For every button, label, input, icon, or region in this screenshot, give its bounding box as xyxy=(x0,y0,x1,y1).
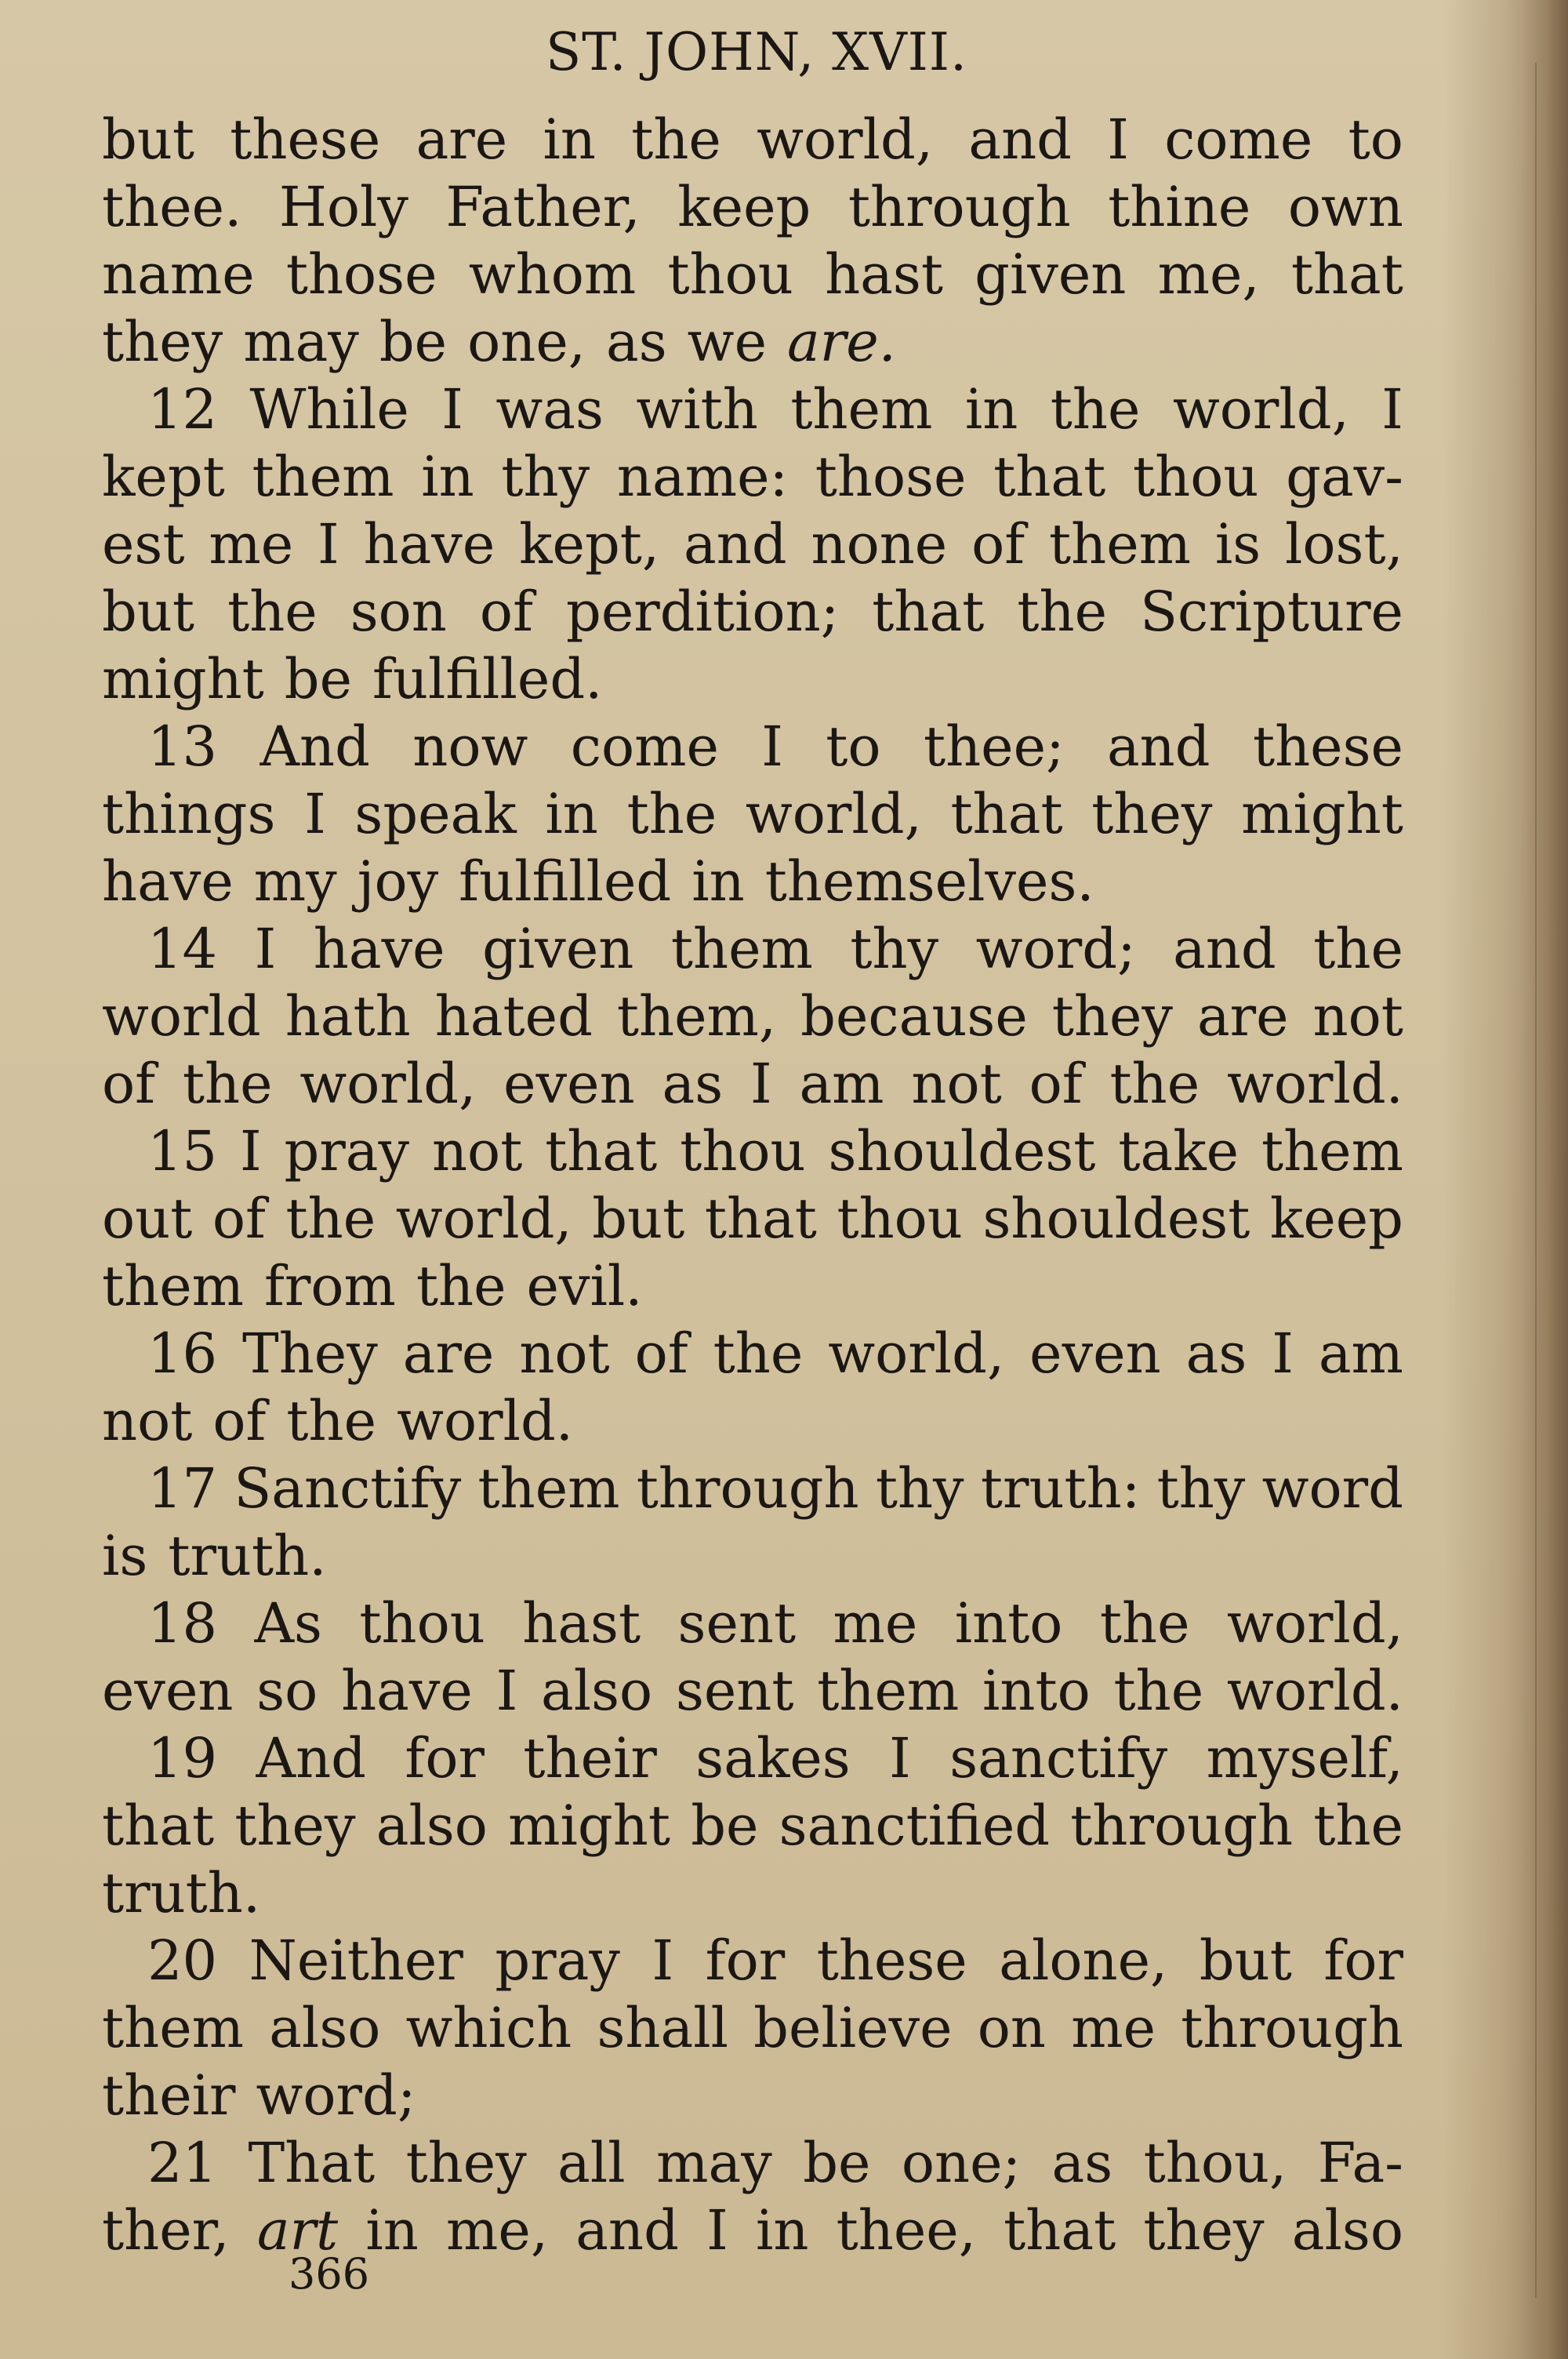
text-line xyxy=(102,1252,1403,1320)
word: them xyxy=(1049,512,1192,576)
word: themselves. xyxy=(764,849,1094,914)
word: own xyxy=(1287,175,1403,239)
word: thee. xyxy=(102,175,242,239)
text-line xyxy=(102,308,1403,376)
word: they xyxy=(234,1794,356,1858)
word: of xyxy=(971,512,1025,576)
word: them xyxy=(477,1456,620,1521)
word: thee; xyxy=(923,714,1065,779)
text-line xyxy=(102,578,1403,645)
word: through xyxy=(848,175,1071,239)
word: even xyxy=(102,1659,234,1723)
word: keep xyxy=(1269,1187,1403,1251)
word: not xyxy=(1312,984,1403,1049)
word: none xyxy=(811,512,948,576)
word: that xyxy=(1004,2198,1116,2263)
word: take xyxy=(1118,1119,1240,1183)
word: of xyxy=(479,580,533,644)
word: as xyxy=(1051,2131,1113,2195)
word: the xyxy=(1313,917,1403,981)
text-line xyxy=(102,848,1403,915)
word: the xyxy=(631,107,721,172)
word: out xyxy=(102,1187,193,1251)
word: these xyxy=(1252,714,1403,779)
word: kept, xyxy=(519,512,660,576)
word: that xyxy=(872,580,985,644)
word: I xyxy=(1381,377,1403,442)
word: them xyxy=(817,1659,960,1723)
word: they xyxy=(102,310,223,374)
word: myself, xyxy=(1206,1726,1403,1790)
word: thou, xyxy=(1143,2131,1287,2195)
word: for xyxy=(705,1928,786,1993)
text-line xyxy=(102,1859,1403,1927)
word: also xyxy=(541,1659,653,1723)
word: I xyxy=(1107,107,1129,172)
word: for xyxy=(405,1726,485,1790)
word: world. xyxy=(1226,1052,1403,1116)
word: that xyxy=(704,1187,817,1251)
word: I xyxy=(254,917,277,981)
word: in xyxy=(964,377,1018,442)
word: thy xyxy=(850,917,939,981)
word: as xyxy=(1185,1321,1247,1386)
word: And xyxy=(260,714,370,779)
word: their xyxy=(102,2063,236,2128)
word: believe xyxy=(753,1996,953,2060)
word: keep xyxy=(677,175,811,239)
word: hast xyxy=(825,242,943,307)
word: be xyxy=(803,2131,871,2195)
text-line xyxy=(102,241,1403,308)
text-line xyxy=(102,983,1403,1050)
word: might xyxy=(508,1794,670,1858)
word: those xyxy=(815,445,967,509)
word: thy xyxy=(501,445,590,509)
word: thy xyxy=(875,1456,964,1521)
word: them xyxy=(102,1254,245,1318)
word: word; xyxy=(975,917,1136,981)
word: am xyxy=(1318,1321,1403,1386)
word: so xyxy=(256,1659,318,1723)
word: be xyxy=(691,1794,759,1858)
word: I xyxy=(761,714,783,779)
word: have xyxy=(341,1659,473,1723)
word: thee, xyxy=(836,2198,976,2263)
text-line xyxy=(102,511,1403,578)
word: with xyxy=(636,377,758,442)
word: whom xyxy=(468,242,637,307)
word: I xyxy=(652,1928,674,1993)
text-line xyxy=(102,1320,1403,1387)
word: they xyxy=(1091,782,1213,846)
text-line xyxy=(102,1118,1403,1185)
word: Father, xyxy=(445,175,641,239)
word: word xyxy=(1261,1456,1403,1521)
text-line xyxy=(102,2062,1403,2129)
word: fulfilled. xyxy=(372,647,603,711)
word: While xyxy=(249,377,409,442)
text-line xyxy=(102,1927,1403,1994)
word: me, xyxy=(1157,242,1260,307)
word: have xyxy=(363,512,495,576)
word: they xyxy=(1143,2198,1265,2263)
word: even xyxy=(503,1052,635,1116)
word: the xyxy=(1113,1659,1204,1723)
word: sanctified xyxy=(779,1794,1051,1858)
word: are xyxy=(402,1321,495,1386)
text-line xyxy=(102,645,1403,713)
text-line xyxy=(102,173,1403,241)
word: we xyxy=(687,310,767,374)
word: 21 xyxy=(147,2131,218,2195)
word: which xyxy=(405,1996,572,2060)
word: as xyxy=(606,310,667,374)
word: 16 xyxy=(147,1321,218,1386)
word: have xyxy=(313,917,445,981)
word: alone, xyxy=(999,1928,1168,1993)
word: that xyxy=(993,445,1106,509)
word: of xyxy=(212,1389,267,1453)
text-line xyxy=(102,1050,1403,1118)
word: lost, xyxy=(1285,512,1403,576)
word: the xyxy=(1313,1794,1403,1858)
word: truth. xyxy=(168,1524,327,1588)
word: even xyxy=(1029,1321,1161,1386)
word: world. xyxy=(397,1389,574,1453)
word: thou xyxy=(1132,445,1259,509)
word: As xyxy=(254,1591,322,1656)
word: truth. xyxy=(102,1861,261,1925)
word: my xyxy=(253,849,337,914)
word: pray xyxy=(284,1119,410,1183)
word: was xyxy=(495,377,604,442)
word: not xyxy=(431,1119,523,1183)
word: they xyxy=(1051,984,1173,1049)
word: and xyxy=(575,2198,679,2263)
word: me xyxy=(833,1591,918,1656)
word: Neither xyxy=(249,1928,463,1993)
word: of xyxy=(634,1321,688,1386)
word: the xyxy=(1099,1591,1190,1656)
word: hath xyxy=(285,984,411,1049)
word: on xyxy=(977,1996,1046,2060)
word: into xyxy=(982,1659,1091,1723)
word: also xyxy=(376,1794,488,1858)
word: may xyxy=(243,310,359,374)
word: thou xyxy=(680,1119,806,1183)
word: that xyxy=(950,782,1063,846)
word: hast xyxy=(522,1591,641,1656)
scripture-text-block xyxy=(102,106,1403,2264)
word: is xyxy=(102,1524,148,1588)
page-number: 366 xyxy=(289,2249,370,2299)
word: one, xyxy=(467,310,586,374)
word: also xyxy=(1291,2198,1403,2263)
word: world, xyxy=(757,107,934,172)
page-edge-shadow xyxy=(1521,0,1568,2359)
word: and xyxy=(1173,917,1276,981)
page-edge-line xyxy=(1535,63,1537,2298)
word: Sanctify xyxy=(234,1456,462,1521)
word: 19 xyxy=(147,1726,218,1790)
word: me, xyxy=(446,2198,549,2263)
word: Scripture xyxy=(1140,580,1403,644)
word: the xyxy=(286,1389,377,1453)
word: art xyxy=(256,2198,339,2263)
word: And xyxy=(256,1726,366,1790)
word: speak xyxy=(354,782,517,846)
text-line xyxy=(102,780,1403,848)
word: them xyxy=(1261,1119,1403,1183)
word: are xyxy=(1196,984,1289,1049)
text-line xyxy=(102,1657,1403,1725)
word: them xyxy=(102,1996,245,2060)
word: fulfilled xyxy=(459,849,672,914)
word: in xyxy=(543,107,596,172)
word: name xyxy=(102,242,255,307)
word: the xyxy=(227,580,318,644)
word: That xyxy=(248,2131,376,2195)
word: these xyxy=(816,1928,967,1993)
word: I xyxy=(889,1726,911,1790)
word: one; xyxy=(901,2131,1022,2195)
word: They xyxy=(242,1321,378,1386)
text-line xyxy=(102,1994,1403,2062)
word: given xyxy=(482,917,634,981)
word: kept xyxy=(102,445,225,509)
word: but xyxy=(102,107,195,172)
word: the xyxy=(1017,580,1108,644)
word: come xyxy=(1164,107,1313,172)
text-line xyxy=(102,915,1403,983)
word: are xyxy=(416,107,508,172)
word: but xyxy=(592,1187,685,1251)
word: through xyxy=(1181,1996,1403,2060)
text-line xyxy=(102,443,1403,511)
word: world. xyxy=(1226,1659,1403,1723)
word: sakes xyxy=(695,1726,851,1790)
word: the xyxy=(1109,1052,1200,1116)
word: thine xyxy=(1108,175,1251,239)
word: be xyxy=(379,310,448,374)
word: I xyxy=(441,377,463,442)
word: 18 xyxy=(147,1591,218,1656)
word: I xyxy=(706,2198,728,2263)
word: am xyxy=(799,1052,884,1116)
word: ther, xyxy=(102,2198,230,2263)
word: they xyxy=(405,2131,527,2195)
word: world, xyxy=(1226,1591,1403,1656)
word: may xyxy=(656,2131,772,2195)
word: and xyxy=(684,512,787,576)
word: is xyxy=(1214,512,1261,576)
word: them, xyxy=(616,984,777,1049)
word: might xyxy=(102,647,264,711)
word: for xyxy=(1323,1928,1403,1993)
word: of xyxy=(102,1052,156,1116)
word: truth: xyxy=(980,1456,1141,1521)
text-line xyxy=(102,1725,1403,1792)
word: thy xyxy=(1156,1456,1246,1521)
text-line xyxy=(102,1590,1403,1657)
word: from xyxy=(264,1254,396,1318)
word: pray xyxy=(495,1928,620,1993)
word: I xyxy=(750,1052,772,1116)
word: sent xyxy=(677,1591,797,1656)
word: I xyxy=(495,1659,518,1723)
word: and xyxy=(968,107,1072,172)
word: but xyxy=(102,580,195,644)
word: thou xyxy=(359,1591,485,1656)
word: to xyxy=(826,714,881,779)
word: the xyxy=(1050,377,1141,442)
word: through xyxy=(636,1456,859,1521)
word: est xyxy=(102,512,185,576)
word: world, xyxy=(1172,377,1349,442)
text-line xyxy=(102,376,1403,443)
word: 14 xyxy=(147,917,218,981)
word: 12 xyxy=(147,377,218,442)
word: through xyxy=(1070,1794,1294,1858)
word: thou xyxy=(667,242,793,307)
word: sanctify xyxy=(949,1726,1168,1790)
word: I xyxy=(317,512,339,576)
running-head: ST. JOHN, XVII. xyxy=(546,22,967,82)
word: of xyxy=(212,1187,266,1251)
word: evil. xyxy=(526,1254,643,1318)
text-line xyxy=(102,2129,1403,2197)
word: not xyxy=(519,1321,610,1386)
word: in xyxy=(755,2198,809,2263)
word: things xyxy=(102,782,276,846)
word: joy xyxy=(357,849,439,914)
word: that xyxy=(102,1794,215,1858)
word: as xyxy=(662,1052,724,1116)
word: world, xyxy=(745,782,922,846)
word: 15 xyxy=(147,1119,218,1183)
word: I xyxy=(239,1119,262,1183)
word: Fa- xyxy=(1317,2131,1403,2195)
word: hated xyxy=(434,984,593,1049)
word: given xyxy=(975,242,1127,307)
word: world, xyxy=(828,1321,1005,1386)
word: shouldest xyxy=(982,1187,1250,1251)
word: 13 xyxy=(147,714,218,779)
word: I xyxy=(1272,1321,1294,1386)
word: be xyxy=(284,647,353,711)
word: come xyxy=(570,714,719,779)
text-line xyxy=(102,713,1403,780)
word: that xyxy=(545,1119,658,1183)
word: word; xyxy=(256,2063,416,2128)
word: the xyxy=(416,1254,506,1318)
word: that xyxy=(1290,242,1403,307)
word: them xyxy=(252,445,394,509)
text-line xyxy=(102,106,1403,173)
word: Holy xyxy=(278,175,408,239)
word: shouldest xyxy=(828,1119,1096,1183)
word: also xyxy=(269,1996,381,2060)
word: in xyxy=(545,782,598,846)
word: son xyxy=(350,580,447,644)
word: them xyxy=(790,377,933,442)
word: not xyxy=(102,1389,193,1453)
text-line xyxy=(102,1455,1403,1522)
word: into xyxy=(954,1591,1063,1656)
word: me xyxy=(209,512,294,576)
text-line xyxy=(102,1792,1403,1859)
text-line xyxy=(102,1185,1403,1252)
word: of xyxy=(1029,1052,1083,1116)
word: in xyxy=(365,2198,419,2263)
word: name: xyxy=(616,445,789,509)
text-line xyxy=(102,1387,1403,1455)
word: the xyxy=(182,1052,273,1116)
word: the xyxy=(626,782,717,846)
word: might xyxy=(1241,782,1403,846)
word: sent xyxy=(675,1659,794,1723)
word: them xyxy=(670,917,813,981)
word: but xyxy=(1199,1928,1292,1993)
word: those xyxy=(285,242,437,307)
word: 20 xyxy=(147,1928,218,1993)
word: thou xyxy=(837,1187,963,1251)
word: not xyxy=(911,1052,1002,1116)
word: and xyxy=(1106,714,1210,779)
word: 17 xyxy=(147,1456,218,1521)
word: now xyxy=(412,714,528,779)
word: world xyxy=(102,984,261,1049)
word: the xyxy=(713,1321,804,1386)
word: me xyxy=(1071,1996,1156,2060)
text-line xyxy=(102,1522,1403,1590)
word: their xyxy=(523,1726,657,1790)
word: all xyxy=(557,2131,626,2195)
word: in xyxy=(691,849,745,914)
word: these xyxy=(230,107,381,172)
word: have xyxy=(102,849,234,914)
word: world, xyxy=(395,1187,572,1251)
word: world, xyxy=(299,1052,477,1116)
word: perdition; xyxy=(566,580,840,644)
word: to xyxy=(1348,107,1403,172)
word: the xyxy=(285,1187,376,1251)
word: I xyxy=(304,782,326,846)
word: in xyxy=(421,445,474,509)
word: are. xyxy=(787,310,896,374)
word: gav- xyxy=(1286,445,1403,509)
word: because xyxy=(800,984,1028,1049)
word: shall xyxy=(597,1996,728,2060)
